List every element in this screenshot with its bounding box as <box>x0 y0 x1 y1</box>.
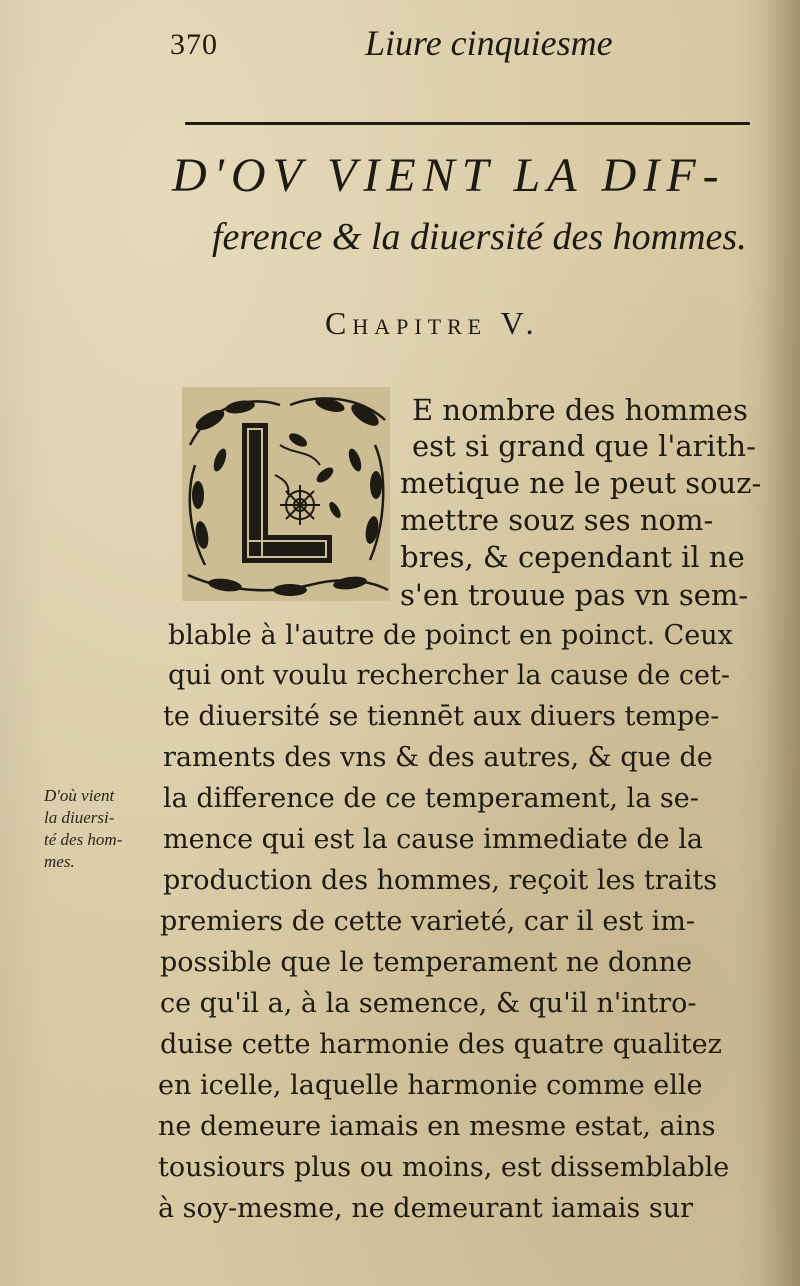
text-line: production des hommes, reçoit les traits <box>163 865 718 896</box>
text-line: bres, & cependant il ne <box>400 540 745 574</box>
text-line: mettre souz ses nom- <box>400 503 714 537</box>
running-head <box>170 22 770 72</box>
text-line: raments des vns & des autres, & que de <box>163 742 713 773</box>
text-line: à soy-mesme, ne demeurant iamais sur <box>158 1193 694 1224</box>
text-line: possible que le temperament ne donne <box>160 947 693 978</box>
text-line: blable à l'autre de poinct en poinct. Ceux <box>168 620 733 651</box>
decorated-initial-icon <box>180 385 392 603</box>
text-line: premiers de cette varieté, car il est im- <box>160 906 695 937</box>
chapter-label: Chapitre V. <box>325 305 540 341</box>
text-line: te diuersité se tiennēt aux diuers tempe- <box>163 701 720 732</box>
margin-note-line: D'où vient <box>44 786 115 805</box>
margin-note <box>44 785 164 873</box>
text-line: s'en trouue pas vn sem- <box>400 578 749 612</box>
text-line: la difference de ce temperament, la se- <box>163 783 699 814</box>
text-line: en icelle, laquelle harmonie comme elle <box>158 1070 703 1101</box>
page-number: 370 <box>170 28 218 61</box>
text-line: qui ont voulu rechercher la cause de cet- <box>168 660 730 691</box>
text-line: metique ne le peut souz- <box>400 466 762 500</box>
text-line: duise cette harmonie des quatre qualitez <box>160 1029 722 1060</box>
margin-note-line: té des hom- <box>44 830 123 849</box>
text-line: mence qui est la cause immediate de la <box>163 824 703 855</box>
chapter-heading-line-1: D'OV VIENT LA DIF- <box>172 149 726 202</box>
header-rule <box>185 122 750 125</box>
running-title: Liure cinquiesme <box>365 23 613 63</box>
chapter-heading-line-2: ference & la diuersité des hommes. <box>212 216 747 258</box>
text-line: E nombre des hommes <box>412 393 748 427</box>
text-line: est si grand que l'arith- <box>412 429 756 463</box>
margin-note-line: mes. <box>44 852 75 871</box>
text-line: ne demeure iamais en mesme estat, ains <box>158 1111 716 1142</box>
margin-note-line: la diuersi- <box>44 808 115 827</box>
text-line: ce qu'il a, à la semence, & qu'il n'intro- <box>160 988 697 1019</box>
text-line: tousiours plus ou moins, est dissemblable <box>158 1152 730 1183</box>
